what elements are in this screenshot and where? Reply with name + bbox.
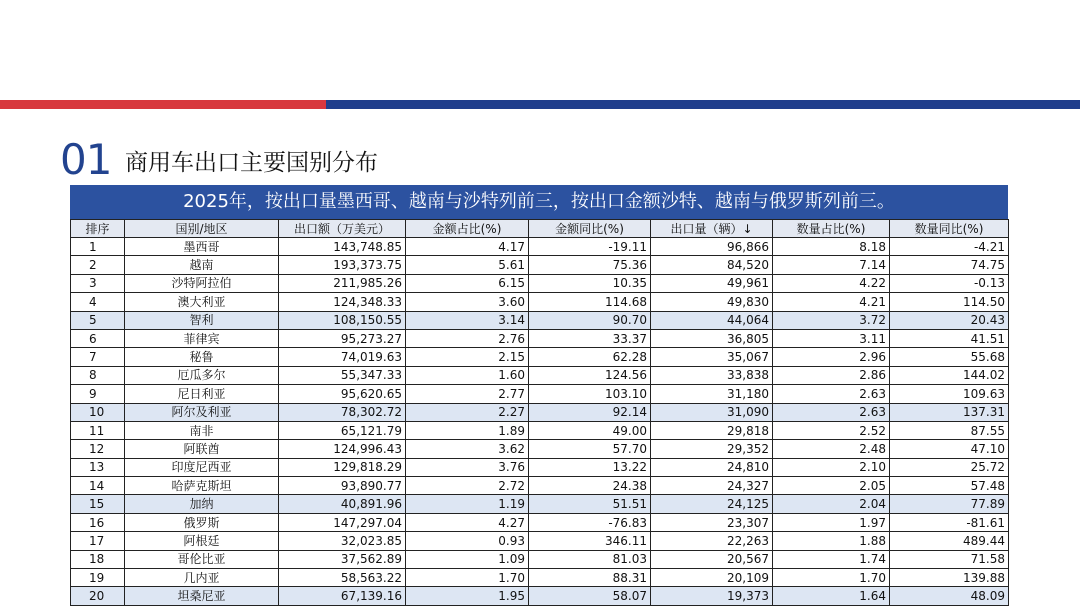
table-cell-volume-yoy: 41.51	[890, 329, 1009, 347]
table-cell-volume: 96,866	[651, 238, 773, 256]
table-cell-volume: 44,064	[651, 311, 773, 329]
table-cell-value-yoy: 58.07	[529, 587, 651, 605]
table-cell-value-share: 0.93	[406, 532, 529, 550]
table-cell-rank: 11	[71, 421, 125, 439]
accent-bar-blue	[326, 100, 1080, 109]
table-cell-export-value: 58,563.22	[279, 569, 406, 587]
table-cell-volume-share: 2.48	[773, 440, 890, 458]
table-cell-volume-share: 1.64	[773, 587, 890, 605]
table-cell-rank: 20	[71, 587, 125, 605]
table-row	[71, 550, 1009, 568]
table-cell-volume-yoy: -81.61	[890, 513, 1009, 531]
table-cell-rank: 1	[71, 238, 125, 256]
table-cell-volume: 24,327	[651, 477, 773, 495]
table-cell-volume: 19,373	[651, 587, 773, 605]
table-cell-value-yoy: 10.35	[529, 274, 651, 292]
table-cell-value-yoy: 103.10	[529, 385, 651, 403]
table-caption: 2025年，按出口量墨西哥、越南与沙特列前三，按出口金额沙特、越南与俄罗斯列前三。	[70, 185, 1008, 219]
table-cell-volume-share: 2.04	[773, 495, 890, 513]
table-cell-rank: 2	[71, 256, 125, 274]
table-cell-value-yoy: 33.37	[529, 329, 651, 347]
table-row	[71, 329, 1009, 347]
table-cell-value-share: 2.77	[406, 385, 529, 403]
table-cell-export-value: 143,748.85	[279, 238, 406, 256]
table-cell-rank: 3	[71, 274, 125, 292]
table-cell-volume-share: 2.63	[773, 403, 890, 421]
table-row	[71, 477, 1009, 495]
column-header-volume: 出口量（辆）↓	[651, 220, 773, 238]
table-cell-rank: 13	[71, 458, 125, 476]
export-table	[70, 219, 1009, 606]
table-cell-volume-share: 2.63	[773, 385, 890, 403]
table-cell-value-share: 2.27	[406, 403, 529, 421]
table-cell-export-value: 108,150.55	[279, 311, 406, 329]
table-cell-country: 哥伦比亚	[125, 550, 279, 568]
table-body	[71, 238, 1009, 606]
table-cell-volume: 36,805	[651, 329, 773, 347]
table-cell-rank: 6	[71, 329, 125, 347]
table-cell-rank: 17	[71, 532, 125, 550]
table-cell-export-value: 37,562.89	[279, 550, 406, 568]
column-header-volume-share: 数量占比(%)	[773, 220, 890, 238]
table-cell-export-value: 124,996.43	[279, 440, 406, 458]
table-cell-country: 坦桑尼亚	[125, 587, 279, 605]
table-row	[71, 440, 1009, 458]
table-cell-volume-yoy: 57.48	[890, 477, 1009, 495]
table-row	[71, 403, 1009, 421]
table-cell-volume-yoy: 77.89	[890, 495, 1009, 513]
table-cell-export-value: 74,019.63	[279, 348, 406, 366]
column-header-value-share: 金额占比(%)	[406, 220, 529, 238]
table-cell-volume-yoy: 87.55	[890, 421, 1009, 439]
table-cell-volume-yoy: 109.63	[890, 385, 1009, 403]
table-cell-rank: 12	[71, 440, 125, 458]
table-cell-volume: 84,520	[651, 256, 773, 274]
table-cell-country: 智利	[125, 311, 279, 329]
table-cell-rank: 5	[71, 311, 125, 329]
table-cell-rank: 19	[71, 569, 125, 587]
table-row	[71, 366, 1009, 384]
table-cell-value-yoy: 13.22	[529, 458, 651, 476]
table-cell-value-yoy: -76.83	[529, 513, 651, 531]
table-cell-volume-share: 1.88	[773, 532, 890, 550]
table-cell-country: 墨西哥	[125, 238, 279, 256]
table-cell-country: 俄罗斯	[125, 513, 279, 531]
table-cell-rank: 7	[71, 348, 125, 366]
table-cell-volume: 22,263	[651, 532, 773, 550]
table-cell-export-value: 67,139.16	[279, 587, 406, 605]
table-cell-export-value: 95,273.27	[279, 329, 406, 347]
table-cell-value-share: 1.70	[406, 569, 529, 587]
table-cell-volume-yoy: 71.58	[890, 550, 1009, 568]
table-cell-value-yoy: 92.14	[529, 403, 651, 421]
column-header-volume-yoy: 数量同比(%)	[890, 220, 1009, 238]
table-cell-export-value: 78,302.72	[279, 403, 406, 421]
table-cell-volume-yoy: 139.88	[890, 569, 1009, 587]
table-cell-export-value: 124,348.33	[279, 293, 406, 311]
table-cell-value-yoy: 90.70	[529, 311, 651, 329]
table-cell-volume-share: 2.05	[773, 477, 890, 495]
column-header-country: 国别/地区	[125, 220, 279, 238]
table-cell-volume: 31,180	[651, 385, 773, 403]
table-cell-volume: 20,567	[651, 550, 773, 568]
table-cell-rank: 4	[71, 293, 125, 311]
table-cell-volume: 29,818	[651, 421, 773, 439]
table-cell-volume-yoy: 55.68	[890, 348, 1009, 366]
table-cell-volume: 31,090	[651, 403, 773, 421]
table-cell-volume: 20,109	[651, 569, 773, 587]
table-cell-country: 尼日利亚	[125, 385, 279, 403]
table-row	[71, 238, 1009, 256]
table-header-row	[71, 220, 1009, 238]
table-cell-export-value: 147,297.04	[279, 513, 406, 531]
table-cell-volume-share: 4.21	[773, 293, 890, 311]
table-row	[71, 311, 1009, 329]
table-cell-value-share: 1.95	[406, 587, 529, 605]
table-cell-volume-share: 2.52	[773, 421, 890, 439]
table-cell-country: 印度尼西亚	[125, 458, 279, 476]
table-row	[71, 385, 1009, 403]
table-cell-value-yoy: 81.03	[529, 550, 651, 568]
table-cell-volume-share: 7.14	[773, 256, 890, 274]
table-cell-volume-yoy: 47.10	[890, 440, 1009, 458]
table-cell-volume-share: 1.70	[773, 569, 890, 587]
table-cell-country: 阿尔及利亚	[125, 403, 279, 421]
table-cell-volume-share: 2.96	[773, 348, 890, 366]
table-cell-rank: 9	[71, 385, 125, 403]
table-cell-country: 澳大利亚	[125, 293, 279, 311]
table-row	[71, 421, 1009, 439]
table-cell-volume-share: 1.97	[773, 513, 890, 531]
table-cell-volume-share: 8.18	[773, 238, 890, 256]
table-cell-export-value: 129,818.29	[279, 458, 406, 476]
table-cell-rank: 14	[71, 477, 125, 495]
table-cell-country: 阿根廷	[125, 532, 279, 550]
table-cell-country: 哈萨克斯坦	[125, 477, 279, 495]
table-cell-value-yoy: 346.11	[529, 532, 651, 550]
column-header-export-value: 出口额（万美元）	[279, 220, 406, 238]
section-title: 商用车出口主要国别分布	[125, 150, 378, 176]
table-cell-volume: 23,307	[651, 513, 773, 531]
table-cell-volume-share: 3.11	[773, 329, 890, 347]
table-cell-value-share: 2.15	[406, 348, 529, 366]
table-cell-volume: 49,830	[651, 293, 773, 311]
table-cell-value-share: 5.61	[406, 256, 529, 274]
table-cell-value-share: 2.72	[406, 477, 529, 495]
table-cell-country: 几内亚	[125, 569, 279, 587]
table-row	[71, 495, 1009, 513]
table-cell-volume-share: 2.86	[773, 366, 890, 384]
table-cell-rank: 18	[71, 550, 125, 568]
table-row	[71, 587, 1009, 605]
table-cell-value-yoy: 124.56	[529, 366, 651, 384]
table-cell-volume: 33,838	[651, 366, 773, 384]
table-cell-value-yoy: 57.70	[529, 440, 651, 458]
table-cell-country: 南非	[125, 421, 279, 439]
table-cell-volume-yoy: 137.31	[890, 403, 1009, 421]
table-cell-volume-yoy: 74.75	[890, 256, 1009, 274]
table-cell-value-share: 4.27	[406, 513, 529, 531]
table-cell-rank: 16	[71, 513, 125, 531]
table-cell-value-share: 1.89	[406, 421, 529, 439]
table-cell-value-yoy: 49.00	[529, 421, 651, 439]
table-cell-value-yoy: 62.28	[529, 348, 651, 366]
column-header-value-yoy: 金额同比(%)	[529, 220, 651, 238]
section-number: 01	[60, 135, 112, 184]
table-cell-value-yoy: 114.68	[529, 293, 651, 311]
table-row	[71, 569, 1009, 587]
table-cell-value-share: 3.62	[406, 440, 529, 458]
table-cell-value-yoy: 51.51	[529, 495, 651, 513]
table-cell-volume-share: 3.72	[773, 311, 890, 329]
table-row	[71, 513, 1009, 531]
table-cell-country: 阿联酋	[125, 440, 279, 458]
table-row	[71, 458, 1009, 476]
table-cell-rank: 8	[71, 366, 125, 384]
table-cell-export-value: 93,890.77	[279, 477, 406, 495]
table-cell-value-share: 3.76	[406, 458, 529, 476]
table-cell-volume-yoy: 114.50	[890, 293, 1009, 311]
table-cell-value-share: 6.15	[406, 274, 529, 292]
table-cell-value-share: 2.76	[406, 329, 529, 347]
table-cell-value-yoy: 24.38	[529, 477, 651, 495]
table-cell-export-value: 193,373.75	[279, 256, 406, 274]
table-cell-volume-yoy: 144.02	[890, 366, 1009, 384]
table-cell-value-share: 1.19	[406, 495, 529, 513]
table-cell-export-value: 95,620.65	[279, 385, 406, 403]
table-row	[71, 256, 1009, 274]
table-cell-export-value: 32,023.85	[279, 532, 406, 550]
table-cell-volume-yoy: 48.09	[890, 587, 1009, 605]
table-cell-volume: 35,067	[651, 348, 773, 366]
table-cell-export-value: 211,985.26	[279, 274, 406, 292]
table-cell-rank: 15	[71, 495, 125, 513]
table-cell-value-share: 1.60	[406, 366, 529, 384]
table-cell-country: 菲律宾	[125, 329, 279, 347]
table-cell-value-yoy: -19.11	[529, 238, 651, 256]
table-cell-volume-yoy: -0.13	[890, 274, 1009, 292]
table-cell-value-share: 1.09	[406, 550, 529, 568]
accent-bar-red	[0, 100, 326, 109]
table-cell-country: 秘鲁	[125, 348, 279, 366]
table-cell-country: 沙特阿拉伯	[125, 274, 279, 292]
table-row	[71, 274, 1009, 292]
table-cell-value-yoy: 88.31	[529, 569, 651, 587]
table-cell-country: 厄瓜多尔	[125, 366, 279, 384]
table-cell-value-share: 3.14	[406, 311, 529, 329]
table-cell-volume: 24,125	[651, 495, 773, 513]
table-cell-value-share: 3.60	[406, 293, 529, 311]
export-table-container	[70, 185, 1008, 606]
table-cell-volume: 29,352	[651, 440, 773, 458]
table-cell-export-value: 55,347.33	[279, 366, 406, 384]
table-cell-volume-yoy: -4.21	[890, 238, 1009, 256]
table-cell-volume: 24,810	[651, 458, 773, 476]
table-cell-volume-share: 1.74	[773, 550, 890, 568]
table-cell-country: 加纳	[125, 495, 279, 513]
table-cell-volume-share: 2.10	[773, 458, 890, 476]
table-cell-export-value: 40,891.96	[279, 495, 406, 513]
table-cell-value-share: 4.17	[406, 238, 529, 256]
table-cell-country: 越南	[125, 256, 279, 274]
table-cell-volume-yoy: 25.72	[890, 458, 1009, 476]
table-cell-rank: 10	[71, 403, 125, 421]
table-row	[71, 532, 1009, 550]
table-cell-value-yoy: 75.36	[529, 256, 651, 274]
table-cell-volume-yoy: 489.44	[890, 532, 1009, 550]
table-row	[71, 293, 1009, 311]
table-cell-export-value: 65,121.79	[279, 421, 406, 439]
table-cell-volume-yoy: 20.43	[890, 311, 1009, 329]
table-cell-volume-share: 4.22	[773, 274, 890, 292]
table-cell-volume: 49,961	[651, 274, 773, 292]
table-row	[71, 348, 1009, 366]
column-header-rank: 排序	[71, 220, 125, 238]
